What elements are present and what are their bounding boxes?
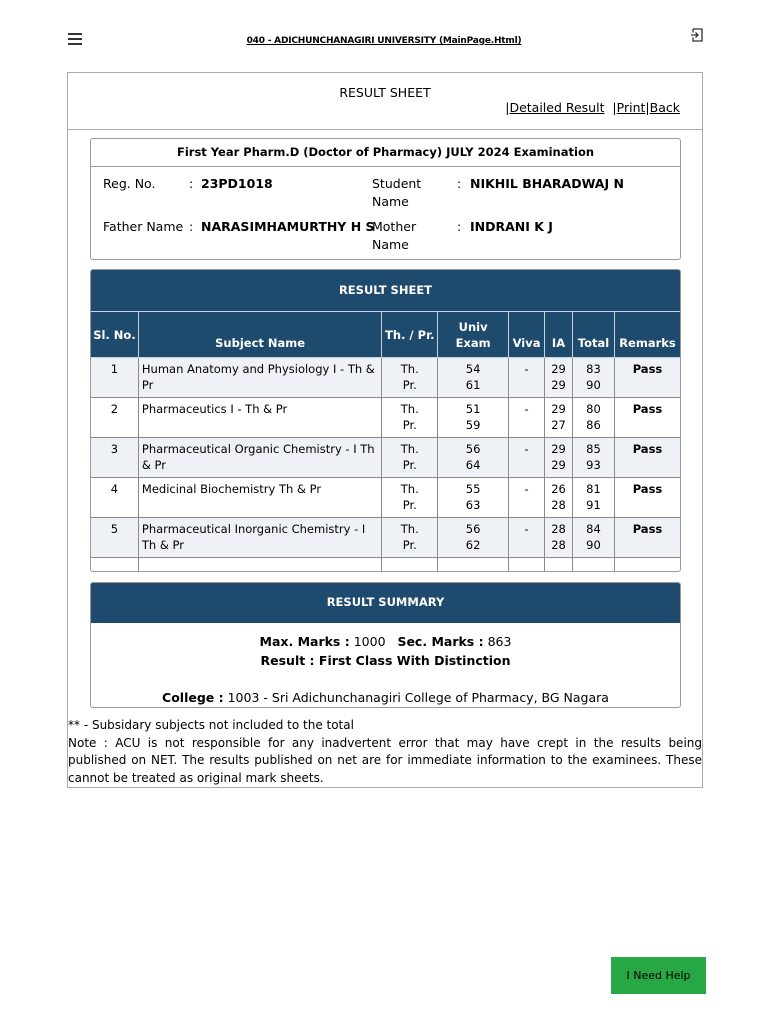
- univ-exam-value: 63: [465, 498, 481, 512]
- result-frame: [67, 72, 703, 788]
- total-value: 81: [586, 482, 601, 496]
- remarks-cell: [614, 518, 680, 558]
- total-value: 85: [586, 442, 601, 456]
- marks-summary-line: [91, 634, 680, 649]
- sec-marks-value: 863: [487, 634, 512, 649]
- result-summary-heading: RESULT SUMMARY: [91, 583, 680, 623]
- type-cell: [382, 518, 438, 558]
- ia-cell: [545, 398, 573, 438]
- col-header-ia: IA: [545, 312, 573, 358]
- univ-exam-value: 56: [465, 522, 481, 536]
- sl-cell: [91, 398, 139, 438]
- remarks-cell: [614, 478, 680, 518]
- col-header-viva: Viva: [509, 312, 545, 358]
- logout-icon[interactable]: [690, 28, 704, 42]
- colon: :: [457, 176, 462, 191]
- total-cell: [573, 438, 615, 478]
- college-value: 1003 - Sri Adichunchanagiri College of Pharmacy, BG Nagara: [227, 690, 609, 705]
- mother-name-label: Mother Name: [372, 219, 417, 252]
- type-value: Pr.: [402, 378, 417, 392]
- action-links: |Detailed Result |Print|Back: [505, 100, 680, 115]
- type-value: Pr.: [402, 418, 417, 432]
- subject-cell: [138, 438, 381, 478]
- viva-cell: [509, 438, 545, 478]
- remarks-cell: [614, 438, 680, 478]
- type-value: Th.: [400, 522, 419, 536]
- subject-value: Pharmaceutical Inorganic Chemistry - I Th & Pr: [141, 522, 366, 552]
- viva-cell: [509, 358, 545, 398]
- reg-no-label: Reg. No.: [103, 176, 156, 191]
- student-name-label: Student Name: [372, 176, 422, 209]
- univ-exam-cell: [438, 398, 509, 438]
- sl-value: 4: [110, 482, 119, 496]
- subject-cell: [138, 478, 381, 518]
- subject-cell: [138, 518, 381, 558]
- type-cell: [382, 358, 438, 398]
- univ-exam-value: 59: [465, 418, 481, 432]
- total-cell: [573, 398, 615, 438]
- total-value: 80: [586, 402, 601, 416]
- notes-section: [68, 717, 702, 787]
- table-row: [91, 398, 681, 438]
- student-info-panel: [90, 138, 681, 260]
- remarks-value: Pass: [632, 522, 663, 536]
- type-value: Th.: [400, 362, 419, 376]
- ia-value: 29: [551, 402, 566, 416]
- ia-value: 26: [551, 482, 566, 496]
- print-link[interactable]: Print: [616, 100, 646, 115]
- marks-table: [90, 311, 681, 572]
- univ-exam-value: 51: [465, 402, 481, 416]
- col-header-subject: Subject Name: [138, 312, 381, 358]
- mother-name-value: INDRANI K J: [470, 219, 553, 234]
- colon: :: [189, 219, 194, 234]
- college-line: [91, 690, 680, 705]
- total-value: 93: [586, 458, 601, 472]
- univ-exam-value: 56: [465, 442, 481, 456]
- result-class: Result : First Class With Distinction: [260, 653, 511, 668]
- reg-no-value: 23PD1018: [201, 176, 273, 191]
- ia-cell: [545, 438, 573, 478]
- total-cell: [573, 518, 615, 558]
- remarks-cell: [614, 398, 680, 438]
- ia-value: 29: [551, 362, 566, 376]
- sl-cell: [91, 518, 139, 558]
- ia-value: 27: [551, 418, 566, 432]
- info-row: [91, 167, 680, 210]
- type-value: Th.: [400, 402, 419, 416]
- univ-exam-cell: [438, 438, 509, 478]
- page-title: RESULT SHEET: [339, 85, 431, 100]
- viva-value: -: [524, 522, 529, 536]
- table-row: [91, 358, 681, 398]
- subject-value: Medicinal Biochemistry Th & Pr: [141, 482, 322, 496]
- univ-exam-value: 62: [465, 538, 481, 552]
- total-cell: [573, 358, 615, 398]
- sl-value: 5: [110, 522, 119, 536]
- type-cell: [382, 478, 438, 518]
- ia-value: 29: [551, 458, 566, 472]
- univ-exam-value: 64: [465, 458, 481, 472]
- type-cell: [382, 438, 438, 478]
- total-value: 86: [586, 418, 601, 432]
- back-link[interactable]: Back: [649, 100, 680, 115]
- table-row: [91, 478, 681, 518]
- subject-value: Pharmaceutical Organic Chemistry - I Th & Pr: [141, 442, 375, 472]
- col-header-sl: Sl. No.: [91, 312, 139, 358]
- result-summary-panel: [90, 582, 681, 708]
- remarks-value: Pass: [632, 442, 663, 456]
- student-name-value: NIKHIL BHARADWAJ N: [470, 176, 624, 191]
- sl-cell: [91, 478, 139, 518]
- ia-cell: [545, 518, 573, 558]
- total-value: 83: [586, 362, 601, 376]
- top-bar: [0, 0, 768, 70]
- remarks-cell: [614, 358, 680, 398]
- univ-exam-cell: [438, 478, 509, 518]
- exam-title: First Year Pharm.D (Doctor of Pharmacy) JULY 2024 Examination: [91, 139, 680, 167]
- ia-value: 29: [551, 442, 566, 456]
- sl-cell: [91, 438, 139, 478]
- table-spacer-row: [91, 558, 681, 572]
- subject-cell: [138, 398, 381, 438]
- ia-value: 28: [551, 538, 566, 552]
- subject-value: Human Anatomy and Physiology I - Th & Pr: [141, 362, 375, 392]
- viva-cell: [509, 478, 545, 518]
- sec-marks-label: Sec. Marks :: [397, 634, 484, 649]
- table-row: [91, 518, 681, 558]
- total-value: 84: [586, 522, 601, 536]
- col-header-univ: Univ Exam: [438, 312, 509, 358]
- viva-value: -: [524, 442, 529, 456]
- table-header-row: [91, 312, 681, 358]
- table-row: [91, 438, 681, 478]
- total-value: 91: [586, 498, 601, 512]
- ia-value: 29: [551, 378, 566, 392]
- viva-cell: [509, 398, 545, 438]
- remarks-value: Pass: [632, 402, 663, 416]
- ia-value: 28: [551, 522, 566, 536]
- detailed-result-link[interactable]: Detailed Result: [509, 100, 605, 115]
- total-value: 90: [586, 378, 601, 392]
- subsidiary-note: ** - Subsidary subjects not included to the total: [68, 718, 354, 732]
- father-name-value: NARASIMHAMURTHY H S: [201, 219, 375, 234]
- max-marks-label: Max. Marks :: [259, 634, 350, 649]
- result-sheet-heading: RESULT SHEET: [91, 270, 680, 311]
- viva-value: -: [524, 402, 529, 416]
- univ-exam-value: 55: [465, 482, 481, 496]
- type-cell: [382, 398, 438, 438]
- max-marks-value: 1000: [353, 634, 386, 649]
- need-help-button[interactable]: I Need Help: [611, 957, 706, 994]
- sl-value: 2: [110, 402, 119, 416]
- remarks-value: Pass: [632, 362, 663, 376]
- viva-cell: [509, 518, 545, 558]
- result-sheet-panel: [90, 269, 681, 572]
- ia-cell: [545, 478, 573, 518]
- sl-value: 3: [110, 442, 119, 456]
- col-header-type: Th. / Pr.: [382, 312, 438, 358]
- total-value: 90: [586, 538, 601, 552]
- type-value: Th.: [400, 442, 419, 456]
- type-value: Pr.: [402, 538, 417, 552]
- subject-value: Pharmaceutics I - Th & Pr: [141, 402, 288, 416]
- university-link[interactable]: 040 - ADICHUNCHANAGIRI UNIVERSITY (MainPage.Html): [246, 36, 522, 46]
- disclaimer-note: Note : ACU is not responsible for any inadvertent error that may have crept in the results being published on NET. The results published on net are for immediate information to the examinees. These cannot be treated as original mark sheets.: [68, 735, 702, 785]
- univ-exam-cell: [438, 518, 509, 558]
- sl-cell: [91, 358, 139, 398]
- total-cell: [573, 478, 615, 518]
- ia-cell: [545, 358, 573, 398]
- viva-value: -: [524, 482, 529, 496]
- type-value: Pr.: [402, 498, 417, 512]
- subject-cell: [138, 358, 381, 398]
- ia-value: 28: [551, 498, 566, 512]
- father-name-label: Father Name: [103, 219, 184, 234]
- univ-exam-value: 61: [465, 378, 481, 392]
- colon: :: [457, 219, 462, 234]
- college-label: College :: [162, 690, 224, 705]
- colon: :: [189, 176, 194, 191]
- remarks-value: Pass: [632, 482, 663, 496]
- info-row: [91, 210, 680, 253]
- univ-exam-cell: [438, 358, 509, 398]
- type-value: Th.: [400, 482, 419, 496]
- col-header-remarks: Remarks: [614, 312, 680, 358]
- sl-value: 1: [110, 362, 119, 376]
- frame-header: [68, 73, 702, 130]
- type-value: Pr.: [402, 458, 417, 472]
- viva-value: -: [524, 362, 529, 376]
- univ-exam-value: 54: [465, 362, 481, 376]
- col-header-total: Total: [573, 312, 615, 358]
